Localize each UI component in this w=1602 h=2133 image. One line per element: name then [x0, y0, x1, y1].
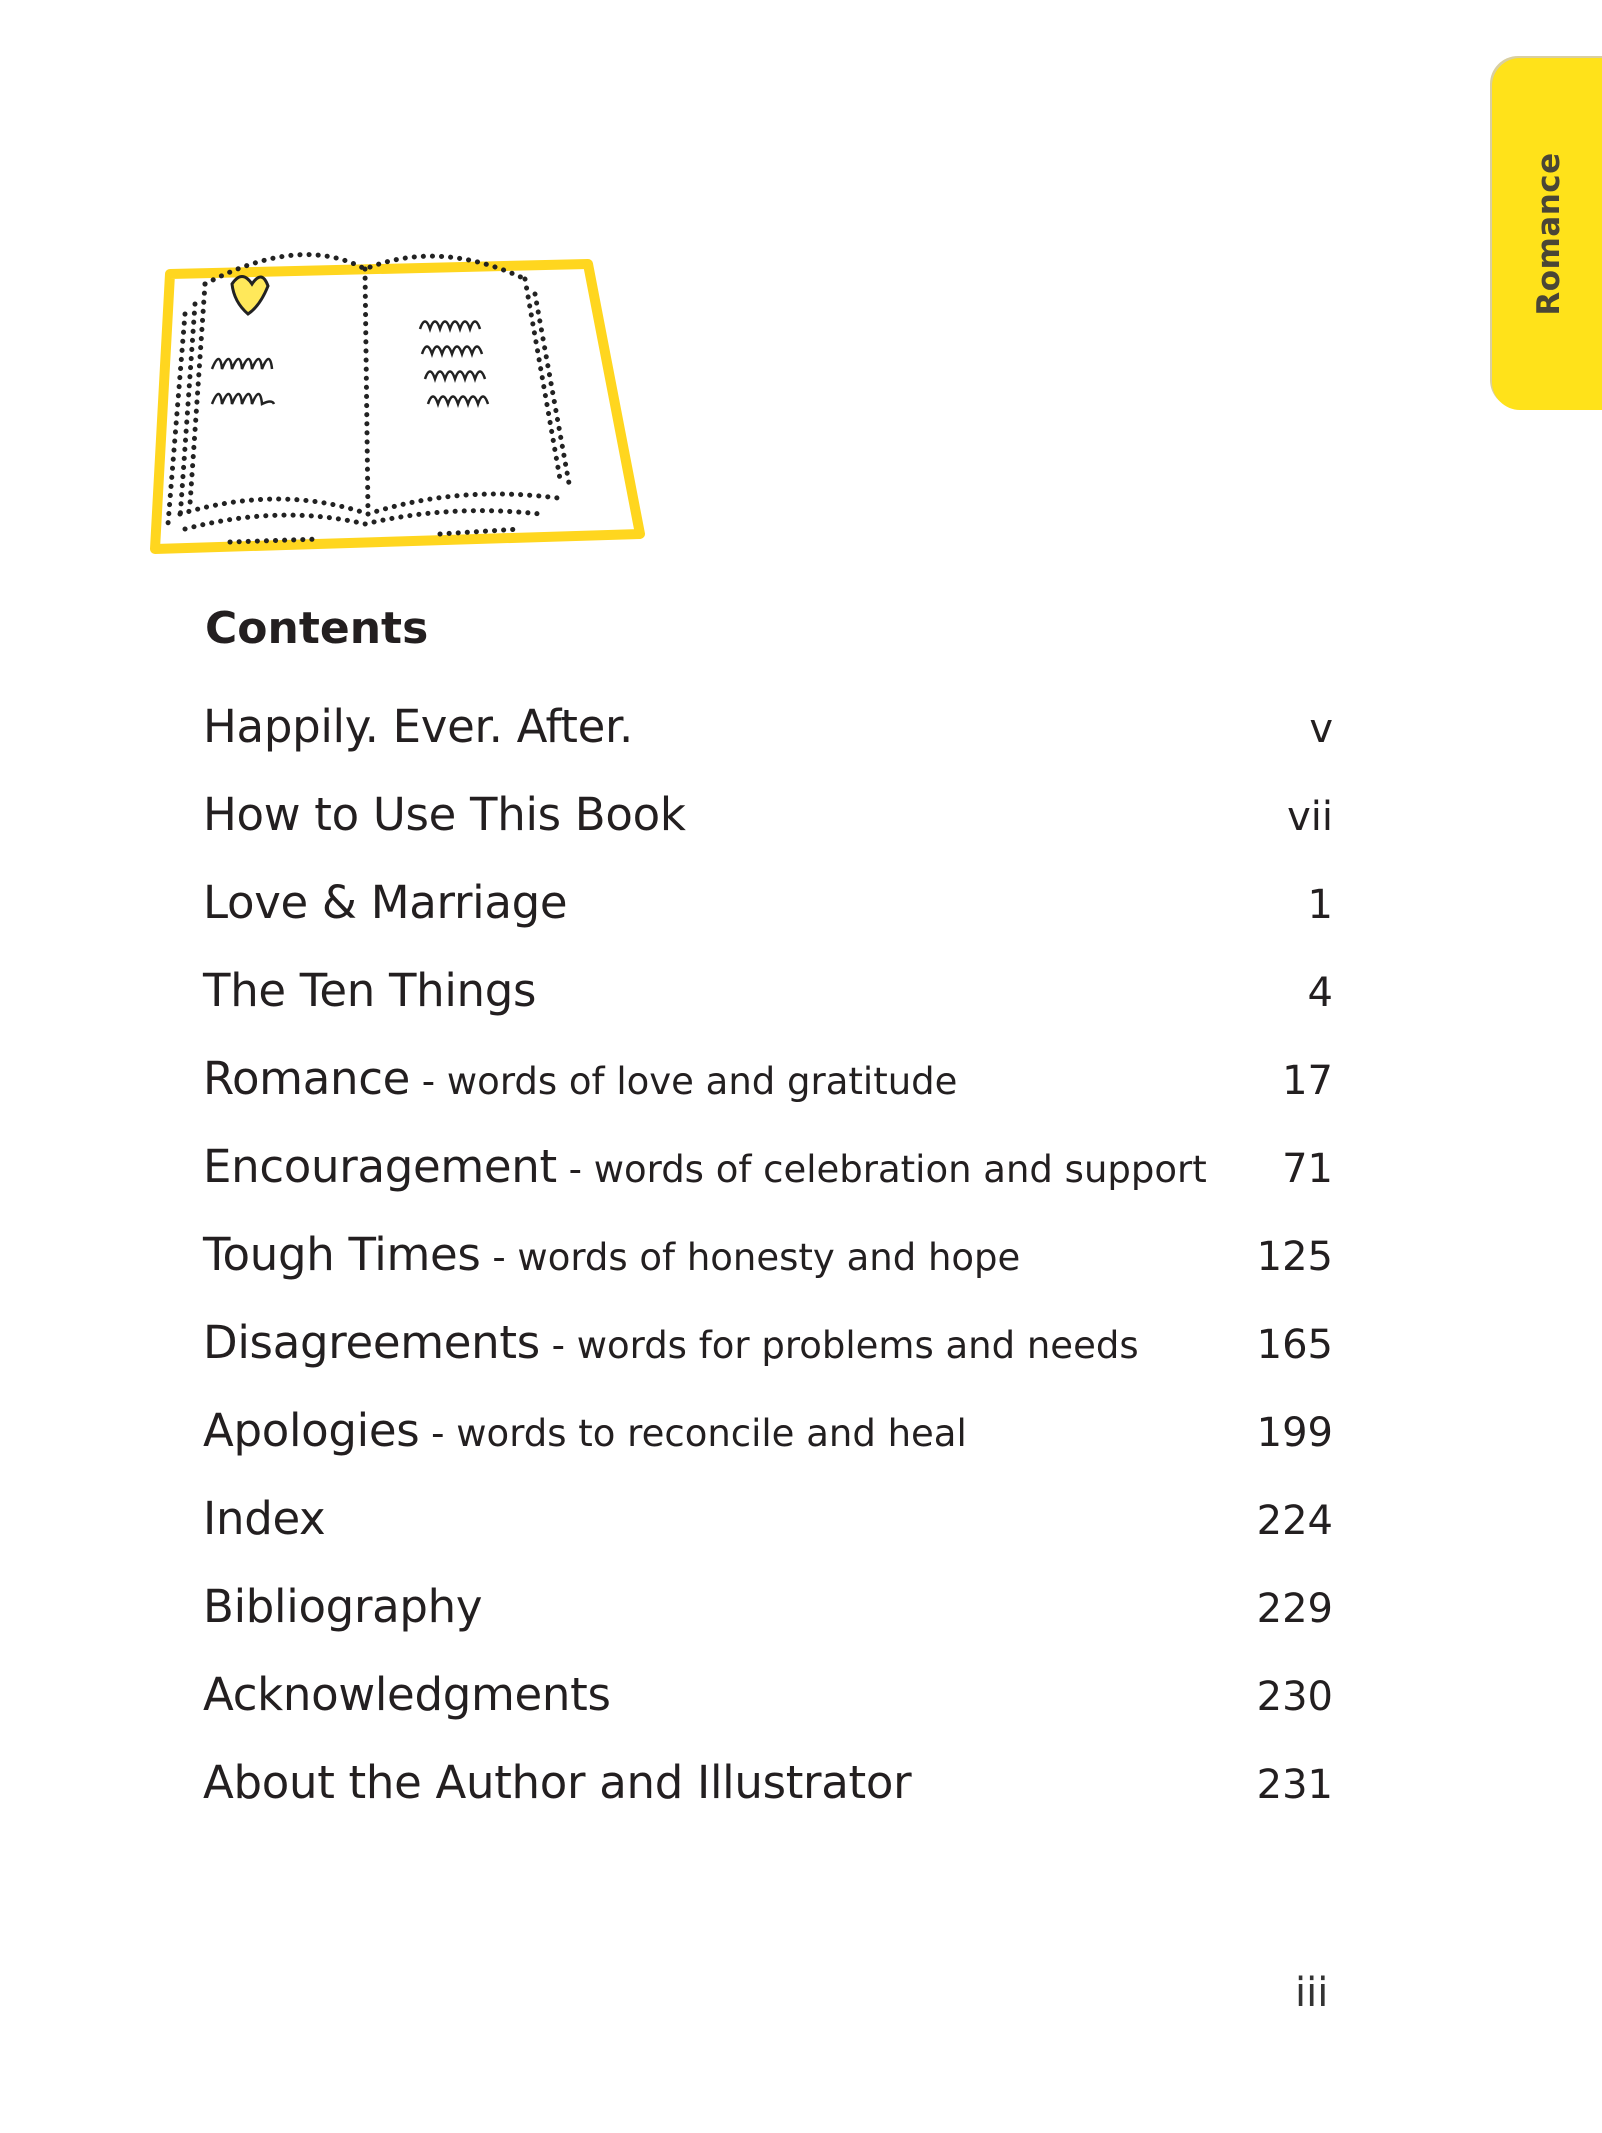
toc-entry-page: 125 — [1256, 1234, 1333, 1280]
toc-entry-subtitle: - words of love and gratitude — [410, 1060, 958, 1103]
toc-entry[interactable] — [203, 788, 1333, 876]
toc-entry-title: Happily. Ever. After. — [203, 700, 634, 753]
toc-entry-title: How to Use This Book — [203, 788, 686, 841]
toc-entry-title: Acknowledgments — [203, 1668, 611, 1721]
toc-entry[interactable] — [203, 964, 1333, 1052]
toc-entry-page: 1 — [1307, 882, 1333, 928]
toc-entry[interactable] — [203, 700, 1333, 788]
toc-entry-subtitle: - words to reconcile and heal — [419, 1412, 967, 1455]
toc-entry[interactable] — [203, 1580, 1333, 1668]
toc-entry[interactable] — [203, 1228, 1333, 1316]
toc-entry-title: The Ten Things — [203, 964, 537, 1017]
toc-entry-title: Encouragement — [203, 1140, 557, 1193]
toc-entry-page: 165 — [1256, 1322, 1333, 1368]
toc-entry-subtitle: - words of honesty and hope — [480, 1236, 1021, 1279]
toc-entry-title: Disagreements — [203, 1316, 540, 1369]
contents-heading: Contents — [205, 603, 429, 654]
toc-entry[interactable] — [203, 1756, 1333, 1844]
toc-entry-page: 71 — [1282, 1146, 1333, 1192]
toc-entry-page: 199 — [1256, 1410, 1333, 1456]
toc-entry-title: Romance — [203, 1052, 411, 1105]
toc-entry-page: 224 — [1256, 1498, 1333, 1544]
toc-entry[interactable] — [203, 1668, 1333, 1756]
toc-entry[interactable] — [203, 1052, 1333, 1140]
toc-entry-page: vii — [1287, 794, 1333, 840]
toc-entry-page: 230 — [1256, 1674, 1333, 1720]
table-of-contents — [203, 700, 1333, 1844]
section-tab-romance — [1492, 58, 1602, 410]
toc-entry-title: About the Author and Illustrator — [203, 1756, 912, 1809]
toc-entry-title: Index — [203, 1492, 326, 1545]
toc-entry-page: 17 — [1282, 1058, 1333, 1104]
toc-entry-title: Love & Marriage — [203, 876, 568, 929]
toc-entry[interactable] — [203, 1492, 1333, 1580]
toc-entry[interactable] — [203, 1404, 1333, 1492]
section-tab-label: Romance — [1531, 152, 1567, 316]
toc-entry-title: Apologies — [203, 1404, 420, 1457]
toc-entry[interactable] — [203, 1316, 1333, 1404]
toc-entry[interactable] — [203, 1140, 1333, 1228]
toc-entry-page: 4 — [1307, 970, 1333, 1016]
open-book-illustration — [150, 224, 690, 559]
toc-entry-page: v — [1309, 706, 1333, 752]
toc-entry[interactable] — [203, 876, 1333, 964]
toc-entry-title: Tough Times — [203, 1228, 481, 1281]
toc-entry-subtitle: - words of celebration and support — [556, 1148, 1207, 1191]
toc-entry-page: 231 — [1256, 1762, 1333, 1808]
toc-entry-subtitle: - words for problems and needs — [539, 1324, 1139, 1367]
page-number: iii — [1295, 1970, 1329, 2016]
toc-entry-page: 229 — [1256, 1586, 1333, 1632]
toc-entry-title: Bibliography — [203, 1580, 483, 1633]
